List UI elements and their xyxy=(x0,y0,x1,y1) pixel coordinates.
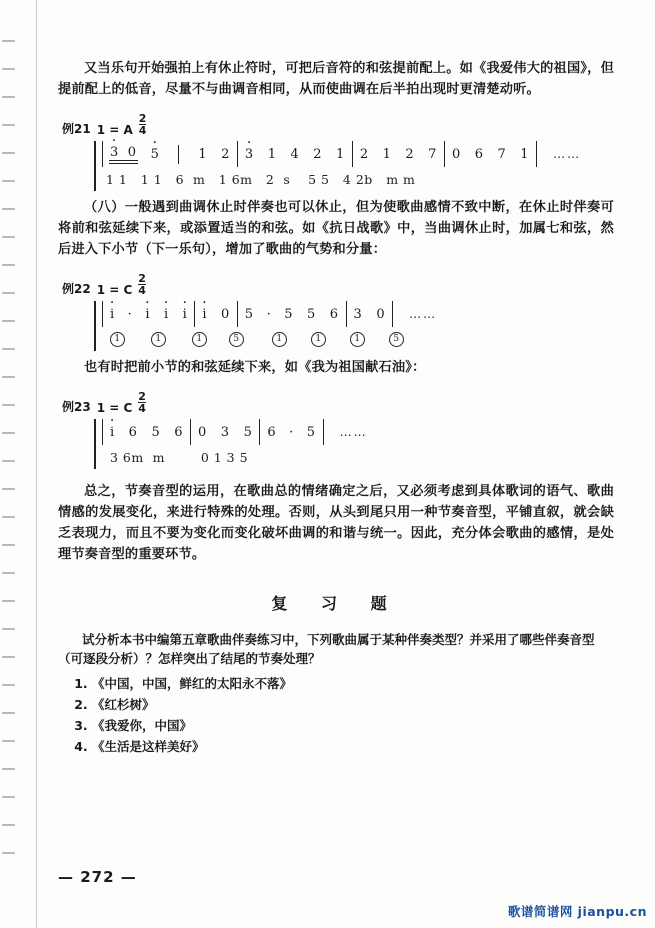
page-content xyxy=(58,58,614,758)
example-23-staff xyxy=(94,419,614,469)
example-21-staff xyxy=(94,141,614,191)
example-23-label: 例23 xyxy=(62,400,91,414)
example-23-chords: 3 6m m 0 1 3 5 xyxy=(110,449,249,465)
example-23-meter: $\frac{2}{4}$ xyxy=(138,390,146,415)
example-22-continuation: …… xyxy=(409,307,438,321)
spiral-binding-holes xyxy=(2,40,28,890)
paragraph-1: 又当乐句开始强拍上有休止符时，可把后音符的和弦提前配上。如《我爱伟大的祖国》，但提前配上的低音，尽量不与曲调音相同，从而使曲调在后半拍出现时更清楚动听。 xyxy=(58,61,614,97)
paragraph-4: 总之，节奏音型的运用，在歌曲总的情绪确定之后，又必须考虑到具体歌词的语气、歌曲情感的发展变化，来进行特殊的处理。否则，从头到尾只用一种节奏音型，平铺直叙，就会缺乏表现力，而且不要为变化而变化破坏曲调的和谐与统一。因此，充分体会歌曲的感情，是处理节奏音型的重要环节。 xyxy=(58,484,614,562)
example-22 xyxy=(58,274,614,351)
example-23-continuation: …… xyxy=(339,425,368,439)
watermark-text: 歌谱简谱网 jianpu.cn xyxy=(507,904,647,919)
example-22-melody: · i · · i · i · i · i 0 5 · 5 5 6 3 0 …… xyxy=(96,301,614,327)
example-21 xyxy=(58,114,614,191)
paragraph-2: （八）一般遇到曲调休止时伴奏也可以休止，但为使歌曲感情不致中断，在休止时伴奏可将前和弦延续下来，或添置适当的和弦。如《抗日战歌》中，当曲调休止时，加属七和弦，然后进入下小节（下一乐句），增加了歌曲的气势和分量： xyxy=(58,200,614,257)
example-21-continuation: …… xyxy=(553,147,582,161)
example-21-header xyxy=(62,114,614,137)
example-21-label: 例21 xyxy=(62,122,91,136)
example-22-label: 例22 xyxy=(62,282,91,296)
example-21-chords: 1 1 1 1 6 m 1 6m 2 s 5 5 4 2b m m xyxy=(106,171,416,187)
example-22-staff xyxy=(94,301,614,351)
site-watermark xyxy=(508,902,647,920)
review-question-list xyxy=(58,674,614,757)
example-23 xyxy=(58,392,614,469)
list-item: 3. 《我爱你，中国》 xyxy=(92,716,614,736)
example-22-chords: 1 1 1 5 1 1 1 5 xyxy=(96,327,614,351)
example-23-header xyxy=(62,392,614,415)
binding-margin-line xyxy=(36,0,37,928)
review-intro: 试分析本书中编第五章歌曲伴奏练习中，下列歌曲属于某种伴奏类型？并采用了哪些伴奏音型（可逐段分析）？怎样突出了结尾的节奏处理？ xyxy=(58,632,595,666)
paragraph-3: 也有时把前小节的和弦延续下来，如《我为祖国献石油》： xyxy=(84,360,426,375)
example-22-meter: $\frac{2}{4}$ xyxy=(138,272,146,297)
example-21-key: 1 = A xyxy=(96,123,133,137)
list-item: 4. 《生活是这样美好》 xyxy=(92,737,614,757)
review-section-title: 复 习 题 xyxy=(271,594,401,613)
list-item: 1. 《中国，中国，鲜红的太阳永不落》 xyxy=(92,674,614,694)
example-23-melody: · i 6 5 6 0 3 5 6 · 5 …… xyxy=(96,419,614,445)
list-item: 2. 《红杉树》 xyxy=(92,695,614,715)
example-21-meter: $\frac{2}{4}$ xyxy=(138,112,147,137)
example-23-key: 1 = C xyxy=(96,401,133,415)
example-21-melody: · 3 0 · 5 1 2 · 3 1 4 2 1 2 1 2 7 0 6 7 1 …… xyxy=(96,141,614,167)
example-22-key: 1 = C xyxy=(96,283,133,297)
page-number: — 272 — xyxy=(58,868,137,886)
